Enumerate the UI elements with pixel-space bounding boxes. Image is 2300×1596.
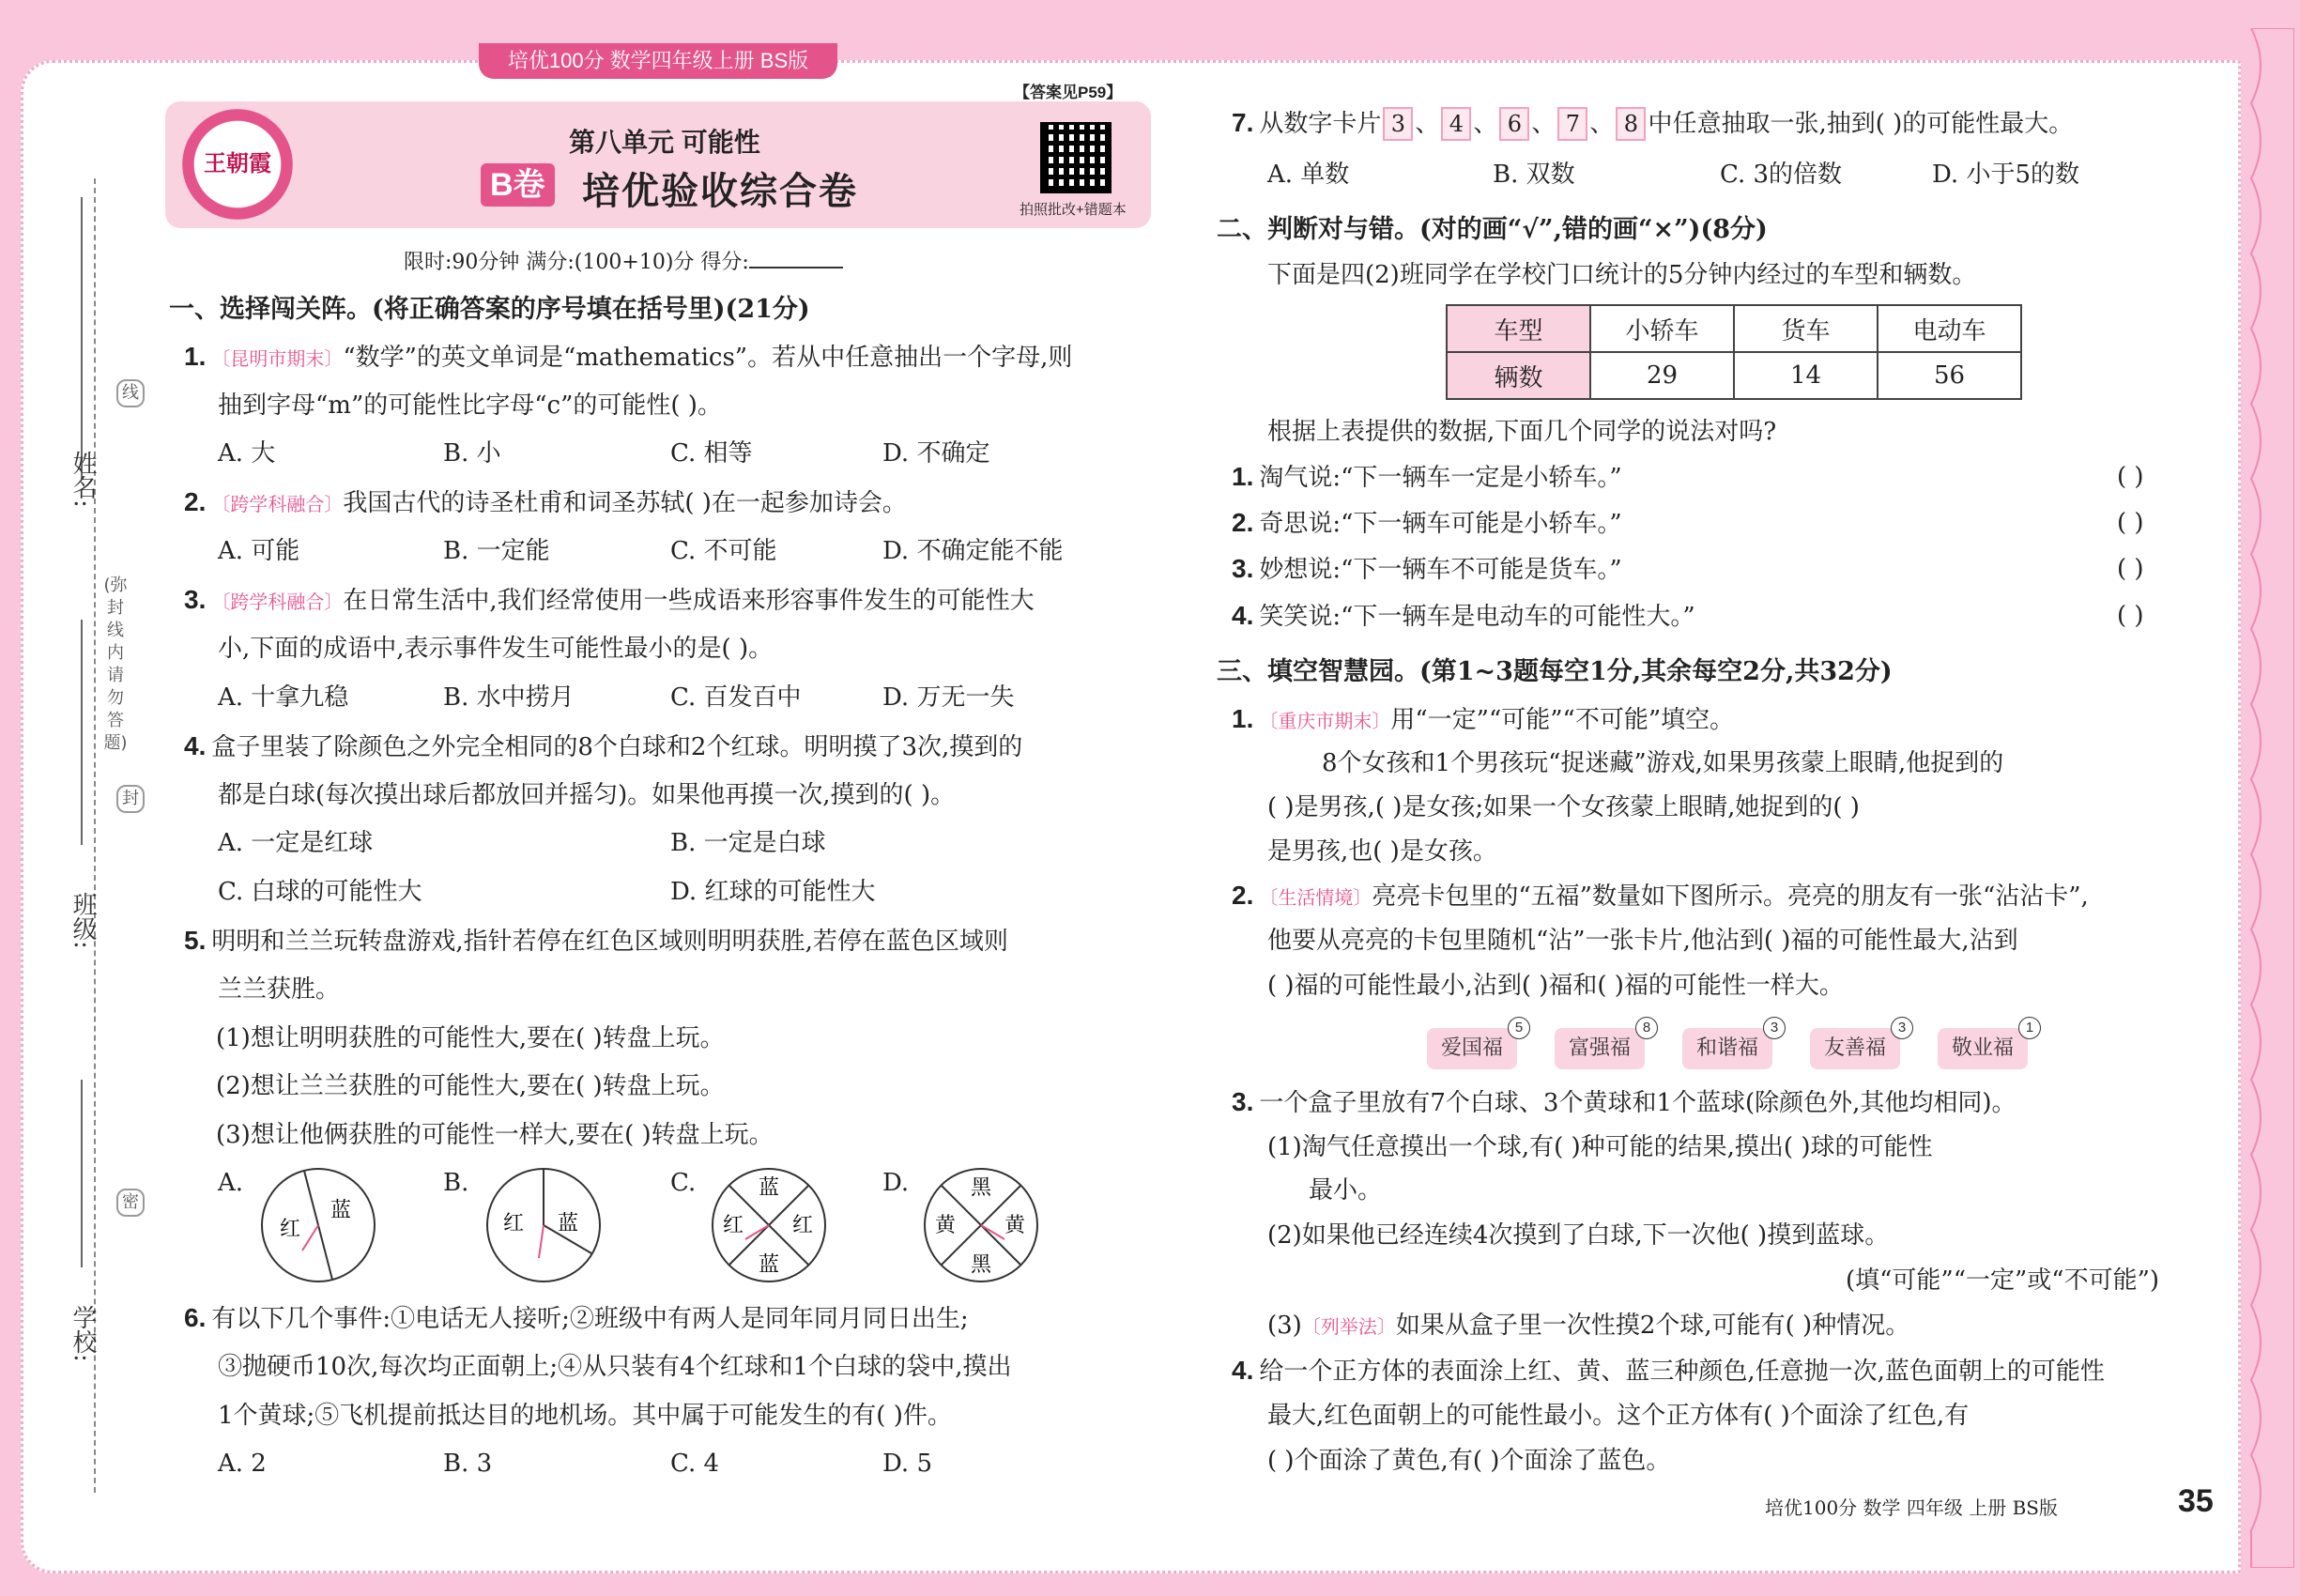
spinner-a-red: 红 [280, 1218, 301, 1241]
number-card: 6 [1499, 107, 1529, 141]
fill-4-line3: ( )个面涂了黄色,有( )个面涂了蓝色。 [1267, 1447, 1671, 1475]
q3-option-b[interactable]: B. 水中捞月 [443, 683, 575, 712]
question-2: 2. 〔跨学科融合〕我国古代的诗圣杜甫和词圣苏轼( )在一起参加诗会。 [184, 487, 907, 517]
q7-option-b[interactable]: B. 双数 [1493, 161, 1575, 189]
q7-option-a[interactable]: A. 单数 [1267, 161, 1350, 189]
table-cell: 小轿车 [1590, 305, 1734, 352]
q4-option-c[interactable]: C. 白球的可能性大 [218, 878, 422, 906]
vehicle-table [1446, 304, 2022, 400]
q3-option-d[interactable]: D. 万无一失 [882, 683, 1015, 712]
spinner-c[interactable] [708, 1164, 830, 1286]
logo-text: 王朝霞 [204, 149, 271, 176]
q4-option-b[interactable]: B. 一定是白球 [670, 829, 826, 857]
fill-2-line2: 他要从亮亮的卡包里随机“沾”一张卡片,他沾到( )福的可能性最大,沾到 [1267, 927, 2018, 955]
brand-logo [182, 109, 293, 220]
question-7: 7. 从数字卡片 3 、 4 、 6 、 7 、 8 中任意抽取一张,抽到( )的可能性最大。 [1232, 107, 2073, 141]
spinner-a-label: A. [218, 1169, 244, 1197]
spinner-b-blue: 蓝 [558, 1212, 579, 1235]
fill-2: 2. 〔生活情境〕亮亮卡包里的“五福”数量如下图所示。亮亮的朋友有一张“沾沾卡”, [1232, 881, 2089, 911]
judge-4: 4. 笑笑说:“下一辆车是电动车的可能性大。” [1232, 601, 1695, 631]
number-card: 8 [1616, 107, 1646, 141]
spinner-a-blue: 蓝 [330, 1199, 352, 1222]
table-cell: 29 [1590, 352, 1734, 399]
judge-3-answer[interactable]: ( ) [2117, 555, 2144, 583]
unit-title: 第八单元 可能性 [569, 128, 760, 157]
seal-mi-mark: 密 [116, 1189, 145, 1217]
q1-option-c[interactable]: C. 相等 [670, 439, 753, 468]
score-blank[interactable] [749, 267, 843, 269]
fu-card-youshan: 友善福 3 [1810, 1028, 1900, 1069]
section-1-heading: 一、选择闯关阵。(将正确答案的序号填在括号里)(21分) [169, 295, 810, 324]
question-4-line2: 都是白球(每次摸出球后都放回并摇匀)。如果他再摸一次,摸到的( )。 [218, 781, 956, 809]
question-5: 5. 明明和兰兰玩转盘游戏,指针若停在红色区域则明明获胜,若停在蓝色区域则 [184, 926, 1008, 956]
fu-count: 3 [1891, 1017, 1913, 1039]
page-number: 35 [2178, 1483, 2214, 1519]
q5-part-2: (2)想让兰兰获胜的可能性大,要在( )转盘上玩。 [216, 1072, 725, 1100]
q6-option-b[interactable]: B. 3 [443, 1450, 493, 1478]
spinner-c-label: C. [670, 1169, 697, 1197]
fu-card-hexie: 和谐福 3 [1682, 1028, 1772, 1069]
book-banner: 培优100分 数学四年级上册 BS版 [479, 43, 837, 79]
fill-3-part2: (2)如果他已经连续4次摸到了白球,下一次他( )摸到蓝球。 [1267, 1221, 1890, 1250]
judge-2-answer[interactable]: ( ) [2117, 509, 2144, 537]
table-row [1447, 352, 2021, 399]
table-header-row [1447, 305, 2021, 352]
spinner-c-blue-top: 蓝 [759, 1176, 780, 1200]
binding-dashed-line [94, 178, 96, 1493]
judge-4-answer[interactable]: ( ) [2117, 602, 2144, 630]
q1-option-a[interactable]: A. 大 [218, 439, 276, 468]
question-1-line2: 抽到字母“m”的可能性比字母“c”的可能性( )。 [218, 391, 722, 420]
q1-option-b[interactable]: B. 小 [443, 439, 501, 468]
spinner-b[interactable] [483, 1164, 605, 1286]
q5-part-3: (3)想让他俩获胜的可能性一样大,要在( )转盘上玩。 [216, 1121, 774, 1149]
q2-option-d[interactable]: D. 不确定能不能 [882, 537, 1064, 565]
q1-option-d[interactable]: D. 不确定 [882, 439, 990, 468]
spinner-b-red: 红 [503, 1212, 525, 1235]
judge-1-answer[interactable]: ( ) [2117, 463, 2144, 491]
qr-caption: 拍照批改+错题本 [1020, 202, 1127, 218]
table-cell: 14 [1734, 352, 1878, 399]
question-1: 1. 〔昆明市期末〕“数学”的英文单词是“mathematics”。若从中任意抽出一个字母,则 [184, 342, 1073, 372]
q4-option-d[interactable]: D. 红球的可能性大 [670, 878, 876, 906]
spinner-c-blue-bottom: 蓝 [759, 1253, 780, 1277]
judge-1: 1. 淘气说:“下一辆车一定是小轿车。” [1232, 462, 1622, 492]
spinner-c-red-right: 红 [792, 1214, 814, 1237]
q2-option-c[interactable]: C. 不可能 [670, 537, 777, 565]
fu-card-jingye: 敬业福 1 [1938, 1028, 2028, 1069]
seal-line-mark: 线 [116, 379, 145, 407]
fill-3-part1: (1)淘气任意摸出一个球,有( )种可能的结果,摸出( )球的可能性 [1267, 1133, 1933, 1161]
q6-option-d[interactable]: D. 5 [882, 1450, 932, 1478]
spinner-c-red-left: 红 [723, 1214, 744, 1237]
fill-1-line2: ( )是男孩,( )是女孩;如果一个女孩蒙上眼睛,她捉到的( ) [1267, 793, 1860, 821]
spinner-d[interactable] [920, 1164, 1042, 1286]
spinner-d-yellow-left: 黄 [935, 1214, 957, 1237]
q7-option-d[interactable]: D. 小于5的数 [1932, 161, 2079, 189]
judge-3: 3. 妙想说:“下一辆车不可能是货车。” [1232, 554, 1622, 584]
question-3: 3. 〔跨学科融合〕在日常生活中,我们经常使用一些成语来形容事件发生的可能性大 [184, 585, 1035, 615]
q7-option-c[interactable]: C. 3的倍数 [1720, 161, 1843, 189]
paper-header [165, 101, 1151, 228]
fu-count: 1 [2018, 1017, 2041, 1039]
table-cell: 货车 [1734, 305, 1878, 352]
fill-2-line3: ( )福的可能性最小,沾到( )福和( )福的可能性一样大。 [1267, 972, 1844, 1000]
fill-1-line3: 是男孩,也( )是女孩。 [1267, 837, 1497, 866]
fill-3-part2-note: (填“可能”“一定”或“不可能”) [1846, 1266, 2160, 1295]
table-cell: 车型 [1447, 305, 1590, 352]
q4-option-a[interactable]: A. 一定是红球 [218, 829, 374, 857]
fill-3-part1-end: 最小。 [1309, 1176, 1383, 1205]
right-wavy-border [2232, 28, 2294, 1568]
fu-count: 8 [1635, 1017, 1658, 1039]
section-2-heading: 二、判断对与错。(对的画“√”,错的画“×”)(8分) [1217, 215, 1768, 244]
question-4: 4. 盒子里装了除颜色之外完全相同的8个白球和2个红球。明明摸了3次,摸到的 [184, 731, 1023, 761]
q3-option-a[interactable]: A. 十拿九稳 [218, 683, 349, 712]
fu-count: 3 [1763, 1017, 1786, 1039]
name-underline [81, 197, 83, 479]
spinner-b-label: B. [443, 1169, 469, 1197]
number-card: 7 [1557, 107, 1587, 141]
seal-notice: (弥封线内请勿答题) [103, 575, 128, 753]
spinner-d-label: D. [882, 1169, 910, 1197]
paper-title: 培优验收综合卷 [582, 170, 858, 213]
question-5-line2: 兰兰获胜。 [218, 975, 341, 1004]
spinner-d-black-bottom: 黑 [971, 1253, 992, 1277]
class-underline [81, 620, 83, 845]
q3-option-c[interactable]: C. 百发百中 [670, 683, 802, 712]
table-cell: 辆数 [1447, 352, 1590, 399]
page-footer: 培优100分 数学 四年级 上册 BS版 [1765, 1496, 2059, 1519]
fill-3: 3. 一个盒子里放有7个白球、3个黄球和1个蓝球(除颜色外,其他均相同)。 [1232, 1087, 2016, 1117]
spinner-d-yellow-right: 黄 [1004, 1214, 1026, 1237]
seal-feng-mark: 封 [116, 785, 145, 813]
fill-3-part3: (3)〔列举法〕如果从盒子里一次性摸2个球,可能有( )种情况。 [1267, 1312, 1910, 1340]
number-card: 4 [1441, 107, 1471, 141]
q6-option-c[interactable]: C. 4 [670, 1450, 720, 1478]
fill-4: 4. 给一个正方体的表面涂上红、黄、蓝三种颜色,任意抛一次,蓝色面朝上的可能性 [1232, 1356, 2105, 1386]
section-2-intro: 下面是四(2)班同学在学校门口统计的5分钟内经过的车型和辆数。 [1267, 261, 1977, 289]
answer-reference: 【答案见P59】 [1014, 84, 1123, 101]
q2-option-a[interactable]: A. 可能 [218, 537, 300, 565]
qr-code-icon[interactable] [1040, 122, 1112, 193]
spinner-d-black-top: 黑 [971, 1176, 992, 1200]
question-6-line2: ③抛硬币10次,每次均正面朝上;④从只装有4个红球和1个白球的袋中,摸出 [218, 1353, 1012, 1381]
fill-1: 1. 〔重庆市期末〕用“一定”“可能”“不可能”填空。 [1232, 704, 1735, 734]
judge-2: 2. 奇思说:“下一辆车可能是小轿车。” [1232, 508, 1622, 538]
fill-1-line1: 8个女孩和1个男孩玩“捉迷藏”游戏,如果男孩蒙上眼睛,他捉到的 [1322, 749, 2004, 777]
name-label: 姓名: [69, 451, 97, 508]
q2-option-b[interactable]: B. 一定能 [443, 537, 550, 565]
number-card: 3 [1383, 107, 1413, 141]
fu-count: 5 [1508, 1017, 1530, 1039]
q5-part-1: (1)想让明明获胜的可能性大,要在( )转盘上玩。 [216, 1024, 725, 1052]
question-6: 6. 有以下几个事件:①电话无人接听;②班级中有两人是同年同月同日出生; [184, 1303, 969, 1333]
spinner-a[interactable] [257, 1164, 379, 1286]
exam-meta: 限时:90分钟 满分:(100+10)分 得分: [404, 246, 843, 275]
section-2-question: 根据上表提供的数据,下面几个同学的说法对吗? [1267, 418, 1777, 446]
class-label: 班级: [69, 892, 97, 949]
paper-b-badge: B卷 [481, 163, 555, 207]
section-3-heading: 三、填空智慧园。(第1~3题每空1分,其余每空2分,共32分) [1217, 657, 1893, 686]
fu-card-fuqiang: 富强福 8 [1555, 1028, 1645, 1069]
table-cell: 56 [1878, 352, 2021, 399]
q6-option-a[interactable]: A. 2 [218, 1450, 267, 1478]
fill-4-line2: 最大,红色面朝上的可能性最小。这个正方体有( )个面涂了红色,有 [1267, 1402, 1970, 1430]
table-cell: 电动车 [1878, 305, 2021, 352]
fu-card-aiguo: 爱国福 5 [1427, 1028, 1517, 1069]
school-underline [81, 1080, 83, 1267]
question-3-line2: 小,下面的成语中,表示事件发生可能性最小的是( )。 [218, 635, 774, 663]
school-label: 学校: [69, 1305, 97, 1362]
question-6-line3: 1个黄球;⑤飞机提前抵达目的地机场。其中属于可能发生的有( )件。 [218, 1402, 952, 1430]
